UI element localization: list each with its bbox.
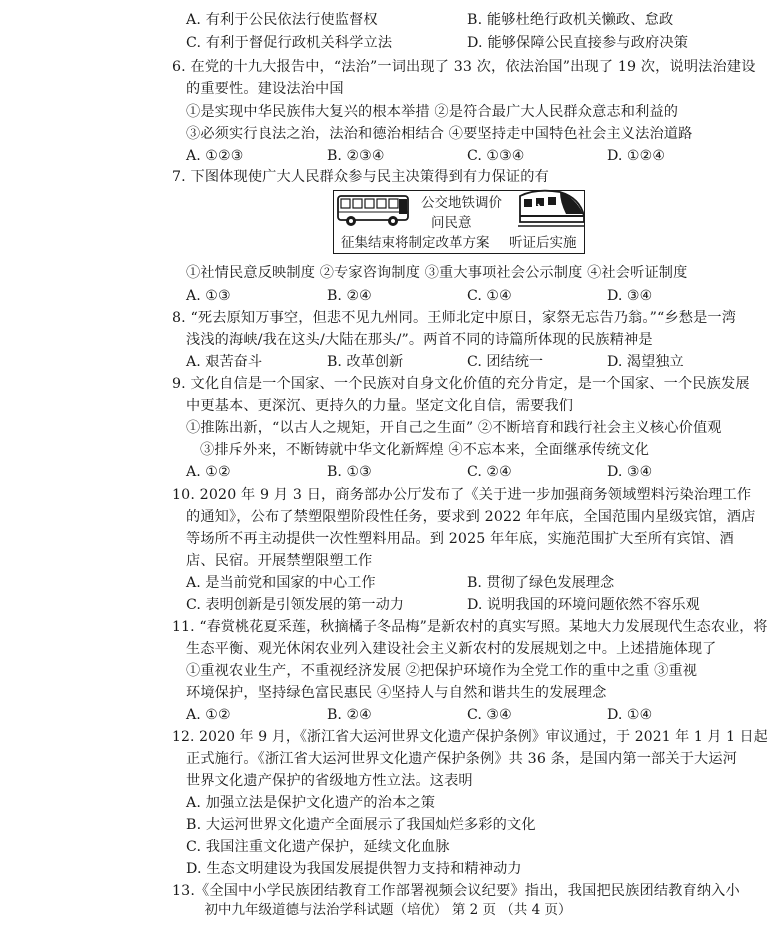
- q5-option-b: B. 能够杜绝行政机关懒政、怠政: [467, 12, 674, 28]
- q7-option-b: B. ②④: [327, 288, 372, 304]
- q10-stem-line2: 的通知》，公布了禁塑限塑阶段性任务，要求到 2022 年年底，全国范围内星级宾馆，酒店: [186, 509, 756, 525]
- figure-caption-line3: 征集结束将制定改革方案: [341, 235, 490, 251]
- q9-stem-line1: 9. 文化自信是一个国家、一个民族对自身文化价值的充分肯定，是一个国家、一个民族发展: [172, 376, 750, 392]
- q8-stem-line1: 8. “死去原知万事空，但悲不见九州同。王师北定中原日，家祭无忘告乃翁。”“乡愁是一湾: [172, 310, 737, 326]
- q5-option-a: A. 有利于公民依法行使监督权: [186, 12, 378, 28]
- q12-option-b: B. 大运河世界文化遗产全面展示了我国灿烂多彩的文化: [186, 817, 536, 833]
- q8-option-a: A. 艰苦奋斗: [186, 354, 263, 370]
- q11-option-d: D. ①④: [607, 707, 653, 723]
- q11-stem-line2: 生态平衡、观光休闲农业列入建设社会主义新农村的发展规划之中。上述措施体现了: [186, 641, 717, 657]
- q6-option-d: D. ①②④: [607, 148, 666, 164]
- figure-caption-line4: 听证后实施: [509, 235, 577, 251]
- q9-option-a: A. ①②: [186, 464, 231, 480]
- q9-statements-1: ①推陈出新，“以古人之规矩，开自己之生面” ②不断培育和践行社会主义核心价值观: [186, 420, 722, 436]
- q11-statements-1: ①重视农业生产，不重视经济发展 ②把保护环境作为全党工作的重中之重 ③重视: [186, 663, 698, 679]
- train-icon: [516, 186, 586, 230]
- q11-stem-line1: 11. “春赏桃花夏采莲，秋摘橘子冬品梅”是新农村的真实写照。某地大力发展现代生态农业，将: [172, 619, 768, 635]
- q12-option-d: D. 生态文明建设为我国发展提供智力支持和精神动力: [186, 861, 522, 877]
- q12-stem-line2: 正式施行。《浙江省大运河世界文化遗产保护条例》共 36 条，是国内第一部关于大运河: [186, 751, 738, 767]
- q7-statements-1: ①社情民意反映制度 ②专家咨询制度 ③重大事项社会公示制度 ④社会听证制度: [186, 265, 688, 281]
- q7-option-a: A. ①③: [186, 288, 231, 304]
- q10-option-a: A. 是当前党和国家的中心工作: [186, 575, 376, 591]
- q7-stem: 7. 下图体现使广大人民群众参与民主决策得到有力保证的有: [172, 169, 549, 185]
- q10-stem-line3: 等场所不再主动提供一次性塑料用品。到 2025 年年底，实施范围扩大至所有宾馆、酒: [186, 531, 734, 547]
- q11-option-c: C. ③④: [467, 707, 512, 723]
- bus-icon: [335, 192, 413, 230]
- q7-option-c: C. ①④: [467, 288, 512, 304]
- q7-figure: [333, 190, 585, 256]
- q10-option-b: B. 贯彻了绿色发展理念: [467, 575, 615, 591]
- q6-statements-2: ③必须实行良法之治，法治和德治相结合 ④要坚持走中国特色社会主义法治道路: [186, 126, 693, 142]
- figure-caption-line2: 问民意: [431, 215, 472, 231]
- q12-stem-line1: 12. 2020 年 9 月，《浙江省大运河世界文化遗产保护条例》审议通过，于 2021 年 1 月 1 日起: [172, 729, 768, 745]
- q8-stem-line2: 浅浅的海峡/我在这头/大陆在那头/”。两首不同的诗篇所体现的民族精神是: [186, 332, 653, 348]
- q13-stem-line1: 13.《全国中小学民族团结教育工作部署视频会议纪要》指出，我国把民族团结教育纳入小: [172, 883, 740, 899]
- q11-statements-2: 环境保护，坚持绿色富民惠民 ④坚持人与自然和谐共生的发展理念: [186, 685, 607, 701]
- q12-option-c: C. 我国注重文化遗产保护，延续文化血脉: [186, 839, 450, 855]
- q9-option-b: B. ①③: [327, 464, 372, 480]
- q6-option-b: B. ②③④: [327, 148, 385, 164]
- q12-stem-line3: 世界文化遗产保护的省级地方性立法。这表明: [186, 773, 473, 789]
- q8-option-d: D. 渴望独立: [607, 354, 684, 370]
- q6-stem-line1: 6. 在党的十九大报告中，“法治”一词出现了 33 次，依法治国”出现了 19 次，说明法治建设: [172, 59, 756, 75]
- q11-option-a: A. ①②: [186, 707, 231, 723]
- q10-option-d: D. 说明我国的环境问题依然不容乐观: [467, 597, 700, 613]
- q6-option-c: C. ①③④: [467, 148, 525, 164]
- q5-option-c: C. 有利于督促行政机关科学立法: [186, 35, 393, 51]
- q6-stem-line2: 的重要性。建设法治中国: [186, 81, 344, 97]
- q9-option-d: D. ③④: [607, 464, 653, 480]
- page-footer: 初中九年级道德与法治学科试题（培优） 第 2 页 （共 4 页）: [204, 902, 572, 918]
- q9-stem-line2: 中更基本、更深沉、更持久的力量。坚定文化自信，需要我们: [186, 398, 574, 414]
- q10-stem-line1: 10. 2020 年 9 月 3 日，商务部办公厅发布了《关于进一步加强商务领域塑料污染治理工作: [172, 487, 752, 503]
- q5-option-d: D. 能够保障公民直接参与政府决策: [467, 35, 689, 51]
- q6-option-a: A. ①②③: [186, 148, 244, 164]
- q10-stem-line4: 店、民宿。开展禁塑限塑工作: [186, 553, 373, 569]
- q6-statements-1: ①是实现中华民族伟大复兴的根本举措 ②是符合最广大人民群众意志和利益的: [186, 104, 679, 120]
- q10-option-c: C. 表明创新是引领发展的第一动力: [186, 597, 404, 613]
- q9-option-c: C. ②④: [467, 464, 512, 480]
- q9-statements-2: ③排斥外来，不断铸就中华文化新辉煌 ④不忘本来，全面继承传统文化: [200, 442, 650, 458]
- q8-option-c: C. 团结统一: [467, 354, 544, 370]
- q7-option-d: D. ③④: [607, 288, 653, 304]
- figure-caption-line1: 公交地铁调价: [421, 195, 502, 211]
- q8-option-b: B. 改革创新: [327, 354, 404, 370]
- q12-option-a: A. 加强立法是保护文化遗产的治本之策: [186, 795, 436, 811]
- q11-option-b: B. ②④: [327, 707, 372, 723]
